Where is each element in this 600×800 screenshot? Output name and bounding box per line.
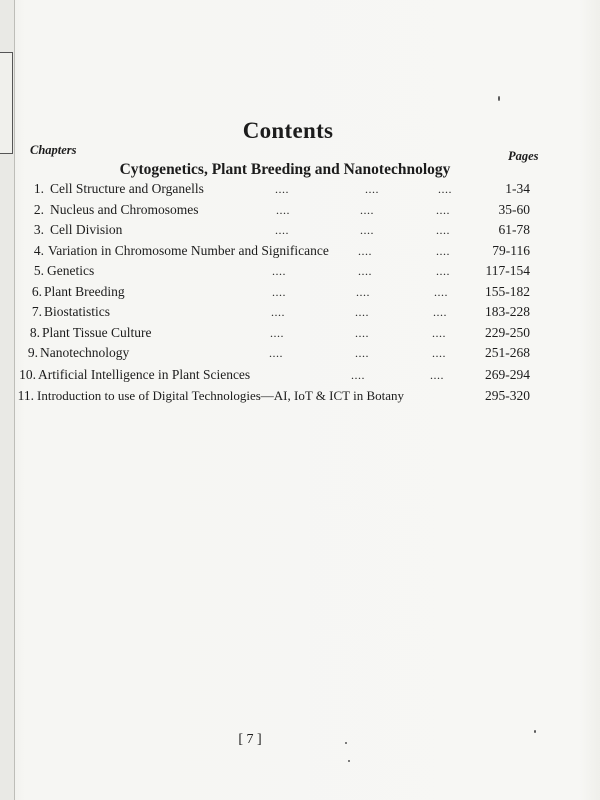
toc-entry-7	[0, 303, 600, 321]
ink-speck	[345, 742, 347, 744]
entry-leader-dots: ....	[355, 305, 369, 319]
entry-leader-dots: ....	[270, 326, 284, 340]
entry-pages: 1-34	[505, 181, 530, 196]
entry-leader-dots: ....	[272, 285, 286, 299]
ink-speck	[534, 730, 536, 733]
entry-leader-dots: ....	[436, 203, 450, 217]
entry-leader-dots: ....	[269, 346, 283, 360]
entry-leader-dots: ....	[355, 326, 369, 340]
entry-pages: 251-268	[485, 345, 530, 360]
entry-leader-dots: ....	[276, 203, 290, 217]
ink-speck	[348, 760, 350, 762]
entry-number: 2.	[33, 202, 44, 217]
entry-leader-dots: ....	[275, 223, 289, 237]
entry-leader-dots: ....	[275, 182, 289, 196]
entry-leader-dots: ....	[436, 244, 450, 258]
entry-leader-dots: ....	[355, 346, 369, 360]
entry-leader-dots: ....	[365, 182, 379, 196]
entry-number: 10.	[19, 367, 36, 382]
entry-number: 1.	[33, 181, 44, 196]
entry-title: Cell Division	[50, 222, 123, 237]
entry-leader-dots: ....	[438, 182, 452, 196]
entry-leader-dots: ....	[271, 305, 285, 319]
entry-leader-dots: ....	[360, 203, 374, 217]
entry-title: Nanotechnology	[40, 345, 130, 360]
entry-number: 5.	[33, 263, 44, 278]
entry-title: Biostatistics	[44, 304, 111, 319]
toc-entry-2	[0, 201, 600, 219]
entry-pages: 183-228	[485, 304, 530, 319]
ink-speck	[498, 96, 500, 101]
entry-title: Plant Breeding	[44, 284, 125, 299]
section-heading: Cytogenetics, Plant Breeding and Nanotechnology	[119, 161, 451, 178]
entry-leader-dots: ....	[436, 223, 450, 237]
entry-number: 11.	[17, 388, 34, 403]
entry-pages: 269-294	[485, 367, 530, 382]
entry-leader-dots: ....	[351, 368, 365, 382]
pages-column-label: Pages	[508, 149, 539, 163]
entry-leader-dots: ....	[434, 285, 448, 299]
toc-entry-5	[0, 262, 600, 280]
entry-leader-dots: ....	[358, 264, 372, 278]
entry-title: Variation in Chromosome Number and Significance	[48, 243, 329, 258]
toc-entry-3	[0, 221, 600, 239]
entry-leader-dots: ....	[358, 244, 372, 258]
entry-number: 4.	[33, 243, 44, 258]
entry-pages: 117-154	[485, 263, 530, 278]
entry-leader-dots: ....	[272, 264, 286, 278]
toc-entry-4	[0, 242, 600, 260]
entry-pages: 295-320	[485, 388, 530, 403]
entry-pages: 229-250	[485, 325, 530, 340]
toc-entry-9	[0, 344, 600, 362]
chapters-column-label: Chapters	[30, 143, 77, 157]
toc-entry-10	[0, 366, 600, 384]
entry-pages: 35-60	[498, 202, 530, 217]
page-number: [ 7 ]	[238, 732, 262, 747]
entry-title: Plant Tissue Culture	[42, 325, 152, 340]
entry-number: 8.	[29, 325, 40, 340]
entry-number: 3.	[33, 222, 44, 237]
entry-leader-dots: ....	[433, 305, 447, 319]
entry-title: Cell Structure and Organells	[50, 181, 204, 196]
entry-pages: 155-182	[485, 284, 530, 299]
entry-pages: 61-78	[498, 222, 530, 237]
toc-entry-6	[0, 283, 600, 301]
entry-number: 9.	[27, 345, 38, 360]
entry-leader-dots: ....	[432, 326, 446, 340]
entry-pages: 79-116	[492, 243, 530, 258]
entry-title: Artificial Intelligence in Plant Sciences	[38, 367, 251, 382]
entry-leader-dots: ....	[436, 264, 450, 278]
entry-leader-dots: ....	[430, 368, 444, 382]
entry-leader-dots: ....	[360, 223, 374, 237]
entry-number: 6.	[31, 284, 42, 299]
entry-number: 7.	[31, 304, 42, 319]
toc-entry-11	[0, 387, 600, 405]
entry-title: Genetics	[47, 263, 95, 278]
toc-entry-1	[0, 180, 600, 198]
toc-entry-8	[0, 324, 600, 342]
entry-title: Nucleus and Chromosomes	[50, 202, 199, 217]
entry-leader-dots: ....	[432, 346, 446, 360]
page-title: Contents	[242, 118, 334, 143]
entry-title: Introduction to use of Digital Technologies—AI, IoT & ICT in Botany	[37, 388, 405, 403]
entry-leader-dots: ....	[356, 285, 370, 299]
